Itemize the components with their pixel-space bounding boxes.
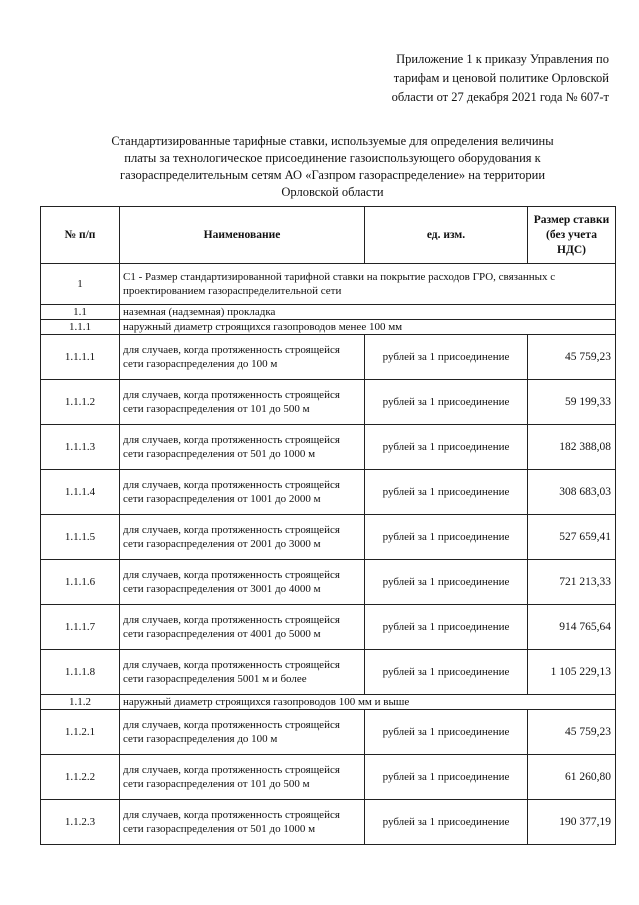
row-number: 1.1.2.3 bbox=[41, 800, 120, 845]
row-number: 1.1 bbox=[41, 305, 120, 320]
document-title bbox=[100, 133, 565, 201]
row-unit: рублей за 1 присоединение bbox=[365, 470, 528, 515]
appendix-line: Приложение 1 к приказу Управления по bbox=[396, 52, 609, 66]
row-unit: рублей за 1 присоединение bbox=[365, 605, 528, 650]
row-value: 45 759,23 bbox=[528, 335, 616, 380]
table-row bbox=[41, 425, 616, 470]
row-unit: рублей за 1 присоединение bbox=[365, 380, 528, 425]
row-unit: рублей за 1 присоединение bbox=[365, 755, 528, 800]
row-name: для случаев, когда протяженность строящейся сети газораспределения от 501 до 1000 м bbox=[120, 425, 365, 470]
row-name: для случаев, когда протяженность строящейся сети газораспределения от 1001 до 2000 м bbox=[120, 470, 365, 515]
tariff-table bbox=[40, 206, 616, 845]
row-number: 1.1.1.1 bbox=[41, 335, 120, 380]
table-row bbox=[41, 710, 616, 755]
row-name: для случаев, когда протяженность строящейся сети газораспределения 5001 м и более bbox=[120, 650, 365, 695]
row-unit: рублей за 1 присоединение bbox=[365, 335, 528, 380]
row-value: 308 683,03 bbox=[528, 470, 616, 515]
row-number: 1 bbox=[41, 264, 120, 305]
row-unit: рублей за 1 присоединение bbox=[365, 710, 528, 755]
table-header-row bbox=[41, 207, 616, 264]
appendix-line: тарифам и ценовой политике Орловской bbox=[393, 71, 609, 85]
row-unit: рублей за 1 присоединение bbox=[365, 560, 528, 605]
appendix-note bbox=[309, 50, 609, 107]
row-name: наружный диаметр строящихся газопроводов 100 мм и выше bbox=[120, 695, 616, 710]
table-row bbox=[41, 305, 616, 320]
row-name: для случаев, когда протяженность строящейся сети газораспределения до 100 м bbox=[120, 710, 365, 755]
row-name: для случаев, когда протяженность строящейся сети газораспределения от 3001 до 4000 м bbox=[120, 560, 365, 605]
table-row bbox=[41, 560, 616, 605]
row-name: для случаев, когда протяженность строящейся сети газораспределения от 101 до 500 м bbox=[120, 755, 365, 800]
row-number: 1.1.1.2 bbox=[41, 380, 120, 425]
row-name: для случаев, когда протяженность строящейся сети газораспределения от 501 до 1000 м bbox=[120, 800, 365, 845]
row-unit: рублей за 1 присоединение bbox=[365, 515, 528, 560]
table-row bbox=[41, 515, 616, 560]
column-header-name: Наименование bbox=[120, 207, 365, 264]
table-row bbox=[41, 320, 616, 335]
row-value: 1 105 229,13 bbox=[528, 650, 616, 695]
row-value: 914 765,64 bbox=[528, 605, 616, 650]
row-name: С1 - Размер стандартизированной тарифной ставки на покрытие расходов ГРО, связанных с проектированием газораспределительной сети bbox=[120, 264, 616, 305]
row-value: 527 659,41 bbox=[528, 515, 616, 560]
column-header-number: № п/п bbox=[41, 207, 120, 264]
row-number: 1.1.1.5 bbox=[41, 515, 120, 560]
row-unit: рублей за 1 присоединение bbox=[365, 650, 528, 695]
row-number: 1.1.1.4 bbox=[41, 470, 120, 515]
row-name: для случаев, когда протяженность строящейся сети газораспределения от 101 до 500 м bbox=[120, 380, 365, 425]
row-value: 59 199,33 bbox=[528, 380, 616, 425]
row-value: 61 260,80 bbox=[528, 755, 616, 800]
table-row bbox=[41, 264, 616, 305]
row-number: 1.1.2.2 bbox=[41, 755, 120, 800]
row-value: 45 759,23 bbox=[528, 710, 616, 755]
row-name: для случаев, когда протяженность строящейся сети газораспределения от 2001 до 3000 м bbox=[120, 515, 365, 560]
row-number: 1.1.1.6 bbox=[41, 560, 120, 605]
row-number: 1.1.1.7 bbox=[41, 605, 120, 650]
row-number: 1.1.1.8 bbox=[41, 650, 120, 695]
title-line: газораспределительным сетям АО «Газпром газораспределение» на территории bbox=[119, 168, 546, 182]
title-line: Орловской области bbox=[281, 185, 384, 199]
row-value: 190 377,19 bbox=[528, 800, 616, 845]
row-name: для случаев, когда протяженность строящейся сети газораспределения от 4001 до 5000 м bbox=[120, 605, 365, 650]
table-row bbox=[41, 755, 616, 800]
row-name: для случаев, когда протяженность строящейся сети газораспределения до 100 м bbox=[120, 335, 365, 380]
row-value: 182 388,08 bbox=[528, 425, 616, 470]
table-row bbox=[41, 695, 616, 710]
title-line: платы за технологическое присоединение газоиспользующего оборудования к bbox=[124, 151, 541, 165]
row-name: наружный диаметр строящихся газопроводов менее 100 мм bbox=[120, 320, 616, 335]
row-unit: рублей за 1 присоединение bbox=[365, 800, 528, 845]
row-value: 721 213,33 bbox=[528, 560, 616, 605]
column-header-unit: ед. изм. bbox=[365, 207, 528, 264]
table-row bbox=[41, 335, 616, 380]
table-row bbox=[41, 650, 616, 695]
table-row bbox=[41, 380, 616, 425]
appendix-line: области от 27 декабря 2021 года № 607-т bbox=[391, 90, 609, 104]
row-unit: рублей за 1 присоединение bbox=[365, 425, 528, 470]
row-number: 1.1.1 bbox=[41, 320, 120, 335]
title-line: Стандартизированные тарифные ставки, используемые для определения величины bbox=[111, 134, 554, 148]
table-row bbox=[41, 800, 616, 845]
column-header-rate: Размер ставки (без учета НДС) bbox=[528, 207, 616, 264]
row-number: 1.1.1.3 bbox=[41, 425, 120, 470]
row-number: 1.1.2 bbox=[41, 695, 120, 710]
table-row bbox=[41, 470, 616, 515]
table-row bbox=[41, 605, 616, 650]
row-number: 1.1.2.1 bbox=[41, 710, 120, 755]
row-name: наземная (надземная) прокладка bbox=[120, 305, 616, 320]
